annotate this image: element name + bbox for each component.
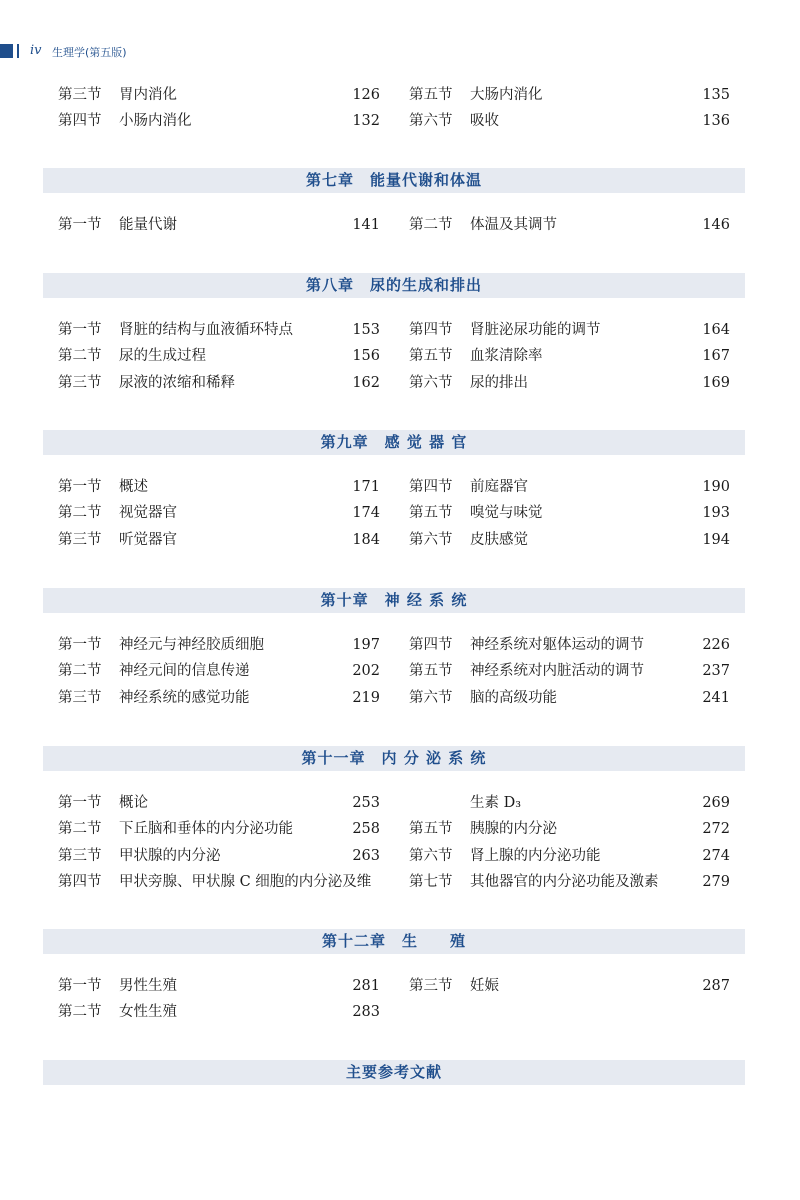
section-title: 尿液的浓缩和稀释 bbox=[119, 374, 235, 391]
page-number: 274 bbox=[702, 847, 730, 864]
toc-row bbox=[0, 212, 800, 238]
toc-row bbox=[0, 527, 800, 553]
page-number: 164 bbox=[702, 322, 730, 338]
section-number: 第二节 bbox=[58, 663, 102, 680]
page-number: 219 bbox=[352, 689, 380, 706]
toc-row bbox=[0, 973, 800, 999]
page-number: 184 bbox=[352, 531, 380, 548]
toc-row bbox=[0, 317, 800, 343]
section-number: 第六节 bbox=[409, 113, 453, 130]
section-number: 第六节 bbox=[409, 531, 453, 548]
section-number: 第五节 bbox=[409, 663, 453, 680]
section-number: 第二节 bbox=[58, 1004, 102, 1021]
section-title: 生素 D₃ bbox=[470, 795, 522, 811]
toc-row bbox=[0, 82, 800, 108]
section-number: 第六节 bbox=[409, 847, 453, 864]
section-title: 血浆清除率 bbox=[470, 348, 543, 365]
page-number: 135 bbox=[702, 87, 730, 103]
section-title: 胃内消化 bbox=[119, 87, 177, 103]
toc-row bbox=[0, 685, 800, 711]
toc-row bbox=[0, 632, 800, 658]
toc-row bbox=[0, 790, 800, 816]
chapter-heading[interactable]: 第九章 感 觉 器 官 bbox=[43, 430, 745, 455]
page-number: 287 bbox=[702, 978, 730, 994]
section-title: 女性生殖 bbox=[119, 1004, 177, 1021]
section-number: 第一节 bbox=[58, 479, 102, 495]
page-number: 141 bbox=[352, 217, 380, 233]
page-number: 126 bbox=[352, 87, 380, 103]
section-title: 小肠内消化 bbox=[119, 113, 192, 130]
section-title: 听觉器官 bbox=[119, 531, 177, 548]
section-title: 肾脏的结构与血液循环特点 bbox=[119, 322, 293, 338]
section-number: 第三节 bbox=[58, 531, 102, 548]
section-title: 神经系统对内脏活动的调节 bbox=[470, 663, 644, 680]
chapter-heading[interactable]: 第七章 能量代谢和体温 bbox=[43, 168, 745, 193]
section-title: 视觉器官 bbox=[119, 505, 177, 522]
section-title: 神经系统对躯体运动的调节 bbox=[470, 637, 644, 653]
section-title: 尿的生成过程 bbox=[119, 348, 206, 365]
section-title: 肾上腺的内分泌功能 bbox=[470, 847, 601, 864]
section-title: 甲状旁腺、甲状腺 C 细胞的内分泌及维 bbox=[119, 873, 372, 890]
page-number: 153 bbox=[352, 322, 380, 338]
section-title: 前庭器官 bbox=[470, 479, 528, 495]
section-title: 肾脏泌尿功能的调节 bbox=[470, 322, 601, 338]
page-number: 193 bbox=[702, 505, 730, 522]
page-number: 281 bbox=[352, 978, 380, 994]
section-title: 神经系统的感觉功能 bbox=[119, 689, 250, 706]
section-title: 胰腺的内分泌 bbox=[470, 821, 557, 838]
page-number: 269 bbox=[702, 795, 730, 811]
header-divider bbox=[17, 44, 19, 58]
toc-row bbox=[0, 816, 800, 842]
toc-row bbox=[0, 658, 800, 684]
toc-row bbox=[0, 843, 800, 869]
section-title: 概论 bbox=[119, 795, 148, 811]
header-book-title: 生理学(第五版) bbox=[52, 46, 127, 59]
section-title: 其他器官的内分泌功能及激素 bbox=[470, 873, 659, 890]
page-number: 132 bbox=[352, 113, 380, 130]
page-number: 283 bbox=[352, 1004, 380, 1021]
section-number: 第一节 bbox=[58, 637, 102, 653]
section-title: 下丘脑和垂体的内分泌功能 bbox=[119, 821, 293, 838]
section-title: 甲状腺的内分泌 bbox=[119, 847, 221, 864]
section-title: 尿的排出 bbox=[470, 374, 528, 391]
section-number: 第一节 bbox=[58, 217, 102, 233]
toc-row bbox=[0, 500, 800, 526]
section-number: 第二节 bbox=[58, 505, 102, 522]
section-number: 第五节 bbox=[409, 505, 453, 522]
section-title: 吸收 bbox=[470, 113, 499, 130]
section-number: 第五节 bbox=[409, 87, 453, 103]
page-number: 174 bbox=[352, 505, 380, 522]
page-number: 263 bbox=[352, 847, 380, 864]
section-number: 第五节 bbox=[409, 348, 453, 365]
section-number: 第三节 bbox=[409, 978, 453, 994]
section-number: 第四节 bbox=[409, 637, 453, 653]
chapter-heading[interactable]: 第十章 神 经 系 统 bbox=[43, 588, 745, 613]
section-number: 第二节 bbox=[409, 217, 453, 233]
page-number: 146 bbox=[702, 217, 730, 233]
chapter-heading[interactable]: 第十二章 生 殖 bbox=[43, 929, 745, 954]
toc-row bbox=[0, 474, 800, 500]
section-title: 能量代谢 bbox=[119, 217, 177, 233]
toc-row bbox=[0, 108, 800, 134]
section-number: 第三节 bbox=[58, 87, 102, 103]
section-number: 第四节 bbox=[58, 873, 102, 890]
page-number: 272 bbox=[702, 821, 730, 838]
page-number: 136 bbox=[702, 113, 730, 130]
section-title: 妊娠 bbox=[470, 978, 499, 994]
chapter-heading[interactable]: 第八章 尿的生成和排出 bbox=[43, 273, 745, 298]
page-number: 241 bbox=[702, 689, 730, 706]
page-number: 226 bbox=[702, 637, 730, 653]
header-page-number: iv bbox=[30, 43, 42, 58]
page-number: 167 bbox=[702, 348, 730, 365]
page-number: 162 bbox=[352, 374, 380, 391]
page-number: 194 bbox=[702, 531, 730, 548]
section-number: 第一节 bbox=[58, 795, 102, 811]
page-number: 169 bbox=[702, 374, 730, 391]
section-number: 第三节 bbox=[58, 374, 102, 391]
page-number: 258 bbox=[352, 821, 380, 838]
page-number: 202 bbox=[352, 663, 380, 680]
page-number: 279 bbox=[702, 873, 730, 890]
section-title: 皮肤感觉 bbox=[470, 531, 528, 548]
section-number: 第二节 bbox=[58, 821, 102, 838]
page-number: 197 bbox=[352, 637, 380, 653]
section-number: 第七节 bbox=[409, 873, 453, 890]
section-number: 第三节 bbox=[58, 847, 102, 864]
toc-row bbox=[0, 343, 800, 369]
chapter-heading[interactable]: 主要参考文献 bbox=[43, 1060, 745, 1085]
toc-row bbox=[0, 370, 800, 396]
page-number: 253 bbox=[352, 795, 380, 811]
section-number: 第四节 bbox=[409, 322, 453, 338]
section-title: 嗅觉与味觉 bbox=[470, 505, 543, 522]
toc-row bbox=[0, 999, 800, 1025]
section-title: 神经元与神经胶质细胞 bbox=[119, 637, 264, 653]
section-number: 第四节 bbox=[409, 479, 453, 495]
page-number: 156 bbox=[352, 348, 380, 365]
page-number: 171 bbox=[352, 479, 380, 495]
section-title: 体温及其调节 bbox=[470, 217, 557, 233]
section-number: 第一节 bbox=[58, 978, 102, 994]
section-title: 脑的高级功能 bbox=[470, 689, 557, 706]
page-number: 237 bbox=[702, 663, 730, 680]
section-number: 第五节 bbox=[409, 821, 453, 838]
section-title: 男性生殖 bbox=[119, 978, 177, 994]
section-number: 第四节 bbox=[58, 113, 102, 130]
section-number: 第三节 bbox=[58, 689, 102, 706]
header-accent-bar bbox=[0, 44, 13, 58]
section-number: 第六节 bbox=[409, 374, 453, 391]
toc-row bbox=[0, 869, 800, 895]
section-title: 大肠内消化 bbox=[470, 87, 543, 103]
running-header bbox=[0, 44, 800, 60]
section-title: 概述 bbox=[119, 479, 148, 495]
section-title: 神经元间的信息传递 bbox=[119, 663, 250, 680]
section-number: 第一节 bbox=[58, 322, 102, 338]
chapter-heading[interactable]: 第十一章 内 分 泌 系 统 bbox=[43, 746, 745, 771]
page-number: 190 bbox=[702, 479, 730, 495]
section-number: 第二节 bbox=[58, 348, 102, 365]
section-number: 第六节 bbox=[409, 689, 453, 706]
